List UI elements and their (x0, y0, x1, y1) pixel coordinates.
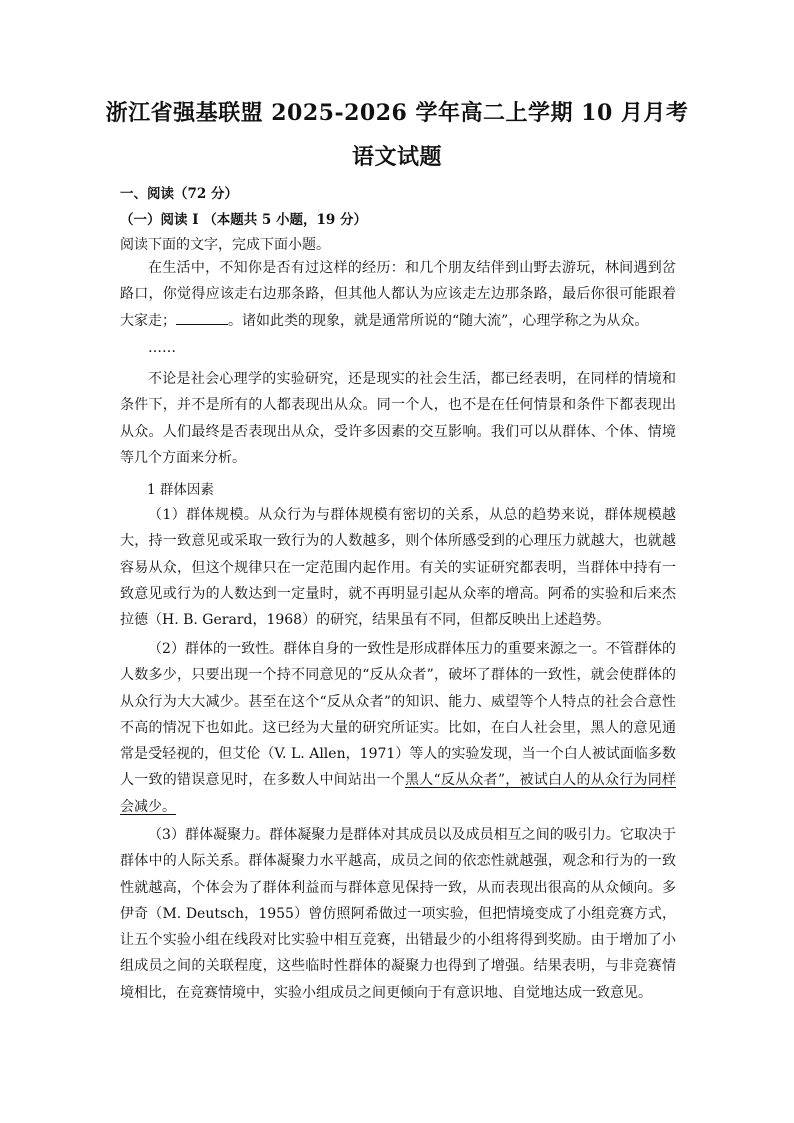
passage-paragraph-group-consistency (120, 636, 676, 820)
passage-paragraph-1 (120, 255, 676, 334)
exam-subject-title: 语文试题 (351, 144, 442, 170)
section-heading: 一、阅读（72 分） (120, 186, 238, 202)
paragraph-consistency-text: （2）群体的一致性。群体自身的一致性是形成群体压力的重要来源之一。不管群体的人数多少，只要出现一个持不同意见的“反从众者”，破坏了群体的一致性，就会使群体的从众行为大大减少。甚至在这个“反从众者”的知识、能力、威望等个人特点的社会合意性不高的情况下也如此。这已经为大量的研究所证实。比如，在白人社会里，黑人的意见通常是受轻视的，但艾伦（V. L. Allen，1971）等人的实验发现，当一个白人被试面临多数人一致的错误意见时，在多数人中间站出一个 (120, 641, 676, 789)
exam-title: 浙江省强基联盟 2025-2026 学年高二上学期 10 月月考 (105, 100, 689, 126)
subsection-heading: （一）阅读 I （本题共 5 小题，19 分） (120, 212, 367, 228)
passage-ellipsis: …… (148, 340, 176, 356)
group-factors-heading: 1 群体因素 (147, 482, 214, 498)
paragraph-1-text-a: 在生活中，不知你是否有过这样的经历：和几个朋友结伴到山野去游玩，林间遇到岔路口，你觉得应该走右边那条路，但其他人都认为应该走左边那条路，最后你很可能跟着大家走； (120, 260, 676, 329)
paragraph-1-text-b: 。诸如此类的现象，就是通常所说的“随大流”，心理学称之为从众。 (228, 312, 649, 329)
fill-in-blank (176, 310, 228, 325)
passage-paragraph-group-cohesion: （3）群体凝聚力。群体凝聚力是群体对其成员以及成员相互之间的吸引力。它取决于群体中的人际关系。群体凝聚力水平越高，成员之间的依恋性就越强，观念和行为的一致性就越高，个体会为了群体利益而与群体意见保持一致，从而表现出很高的从众倾向。多伊奇（M. Deutsch，1955）曾仿照阿希做过一项实验，但把情境变成了小组竞赛方式，让五个实验小组在线段对比实验中相互竞赛，出错最少的小组将得到奖励。由于增加了小组成员之间的关联程度，这些临时性群体的凝聚力也得到了增强。结果表明，与非竞赛情境相比，在竞赛情境中，实验小组成员之间更倾向于有意识地、自觉地达成一致意见。 (120, 827, 676, 1001)
underlined-sentence: 黑人“反从众者”，被试白人的从众行为同样会减少。 (120, 772, 676, 815)
reading-instruction: 阅读下面的文字，完成下面小题。 (120, 237, 330, 253)
passage-paragraph-group-size: （1）群体规模。从众行为与群体规模有密切的关系，从总的趋势来说，群体规模越大，持一致意见或采取一致行为的人数越多，则个体所感受到的心理压力就越大，也就越容易从众，但这个规律只在一定范围内起作用。有关的实证研究都表明，当群体中持有一致意见或行为的人数达到一定量时，就不再明显引起从众率的增高。阿希的实验和后来杰拉德（H. B. Gerard，1968）的研究，结果虽有不同，但都反映出上述趋势。 (120, 507, 676, 629)
passage-paragraph-2: 不论是社会心理学的实验研究，还是现实的社会生活，都已经表明，在同样的情境和条件下，并不是所有的人都表现出从众。同一个人，也不是在任何情景和条件下都表现出从众。人们最终是否表现出从众，受许多因素的交互影响。我们可以从群体、个体、情境等几个方面来分析。 (120, 371, 676, 466)
